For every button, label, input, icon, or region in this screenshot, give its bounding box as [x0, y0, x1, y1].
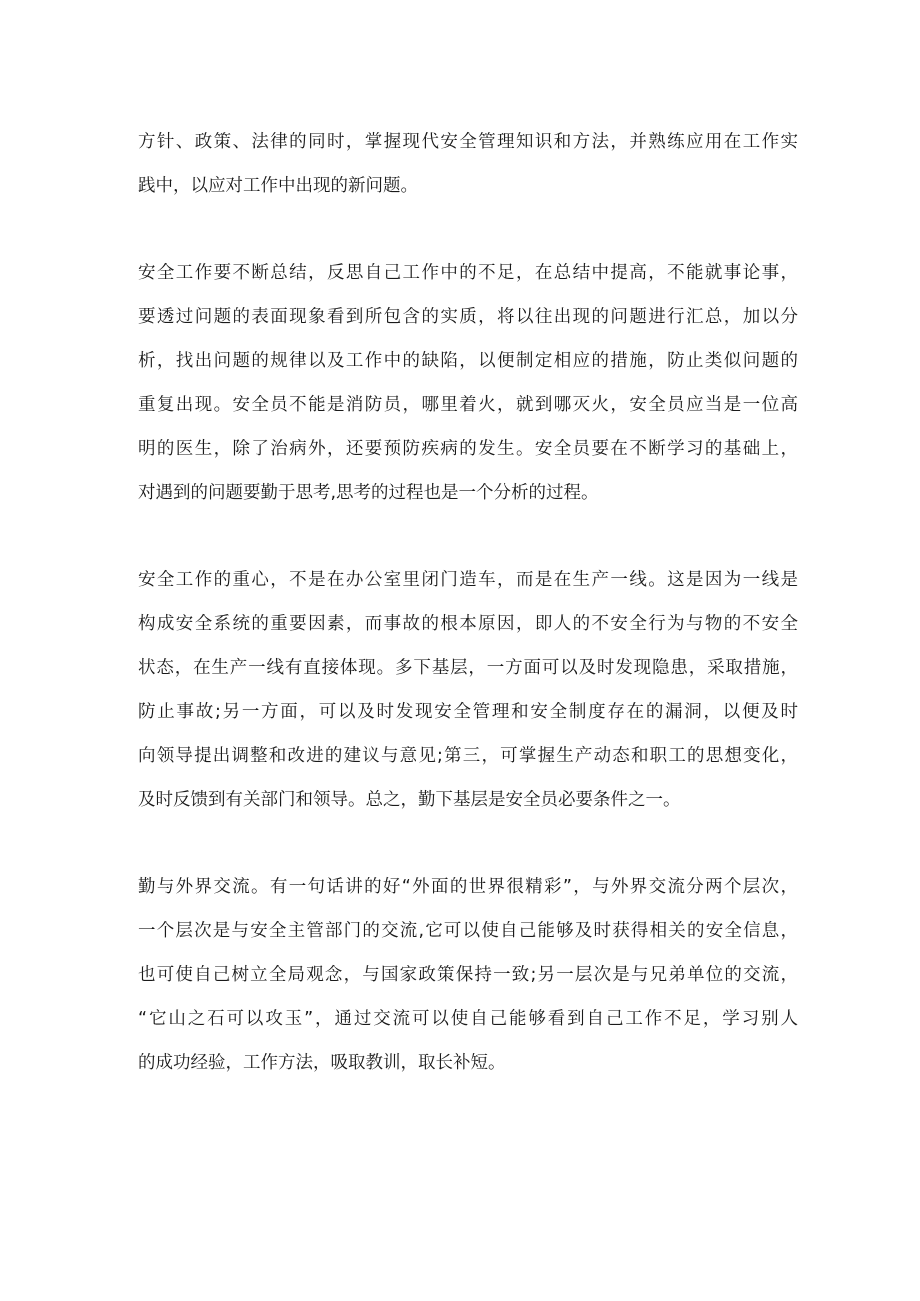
- paragraph-line: 重复出现。安全员不能是消防员，哪里着火，就到哪灭火，安全员应当是一位高: [138, 395, 798, 415]
- paragraph-4: [138, 865, 798, 1085]
- paragraph-line: 防止事故;另一方面，可以及时发现安全管理和安全制度存在的漏洞，以便及时: [138, 702, 798, 722]
- paragraph-2: [138, 251, 798, 515]
- paragraph-3: [138, 558, 798, 822]
- paragraph-line: 构成安全系统的重要因素，而事故的根本原因，即人的不安全行为与物的不安全: [138, 614, 798, 634]
- paragraph-line: 勤与外界交流。有一句话讲的好“外面的世界很精彩”，与外界交流分两个层次，: [138, 877, 798, 897]
- paragraph-line: 要透过问题的表面现象看到所包含的实质，将以往出现的问题进行汇总，加以分: [138, 307, 798, 327]
- paragraph-line: 方针、政策、法律的同时，掌握现代安全管理知识和方法，并熟练应用在工作实: [138, 132, 798, 152]
- document-body: [138, 120, 798, 1085]
- paragraph-line: 安全工作的重心，不是在办公室里闭门造车，而是在生产一线。这是因为一线是: [138, 570, 798, 590]
- paragraph-line: “它山之石可以攻玉”，通过交流可以使自己能够看到自己工作不足，学习别人: [138, 1009, 798, 1029]
- paragraph-line: 一个层次是与安全主管部门的交流,它可以使自己能够及时获得相关的安全信息，: [138, 921, 798, 941]
- paragraph-gap: [138, 822, 798, 865]
- paragraph-line: 也可使自己树立全局观念，与国家政策保持一致;另一层次是与兄弟单位的交流，: [138, 965, 798, 985]
- paragraph-line: 的成功经验，工作方法，吸取教训，取长补短。: [138, 1053, 506, 1073]
- paragraph-line: 明的医生，除了治病外，还要预防疾病的发生。安全员要在不断学习的基础上，: [138, 439, 798, 459]
- paragraph-1: [138, 120, 798, 208]
- paragraph-line: 析，找出问题的规律以及工作中的缺陷，以便制定相应的措施，防止类似问题的: [138, 351, 798, 371]
- paragraph-line: 安全工作要不断总结，反思自己工作中的不足，在总结中提高，不能就事论事，: [138, 263, 798, 283]
- paragraph-gap: [138, 208, 798, 251]
- paragraph-gap: [138, 515, 798, 558]
- paragraph-line: 践中，以应对工作中出现的新问题。: [138, 176, 418, 196]
- paragraph-line: 向领导提出调整和改进的建议与意见;第三，可掌握生产动态和职工的思想变化，: [138, 746, 798, 766]
- paragraph-line: 对遇到的问题要勤于思考,思考的过程也是一个分析的过程。: [138, 483, 599, 503]
- paragraph-line: 状态，在生产一线有直接体现。多下基层，一方面可以及时发现隐患，采取措施，: [138, 658, 798, 678]
- paragraph-line: 及时反馈到有关部门和领导。总之，勤下基层是安全员必要条件之一。: [138, 790, 681, 810]
